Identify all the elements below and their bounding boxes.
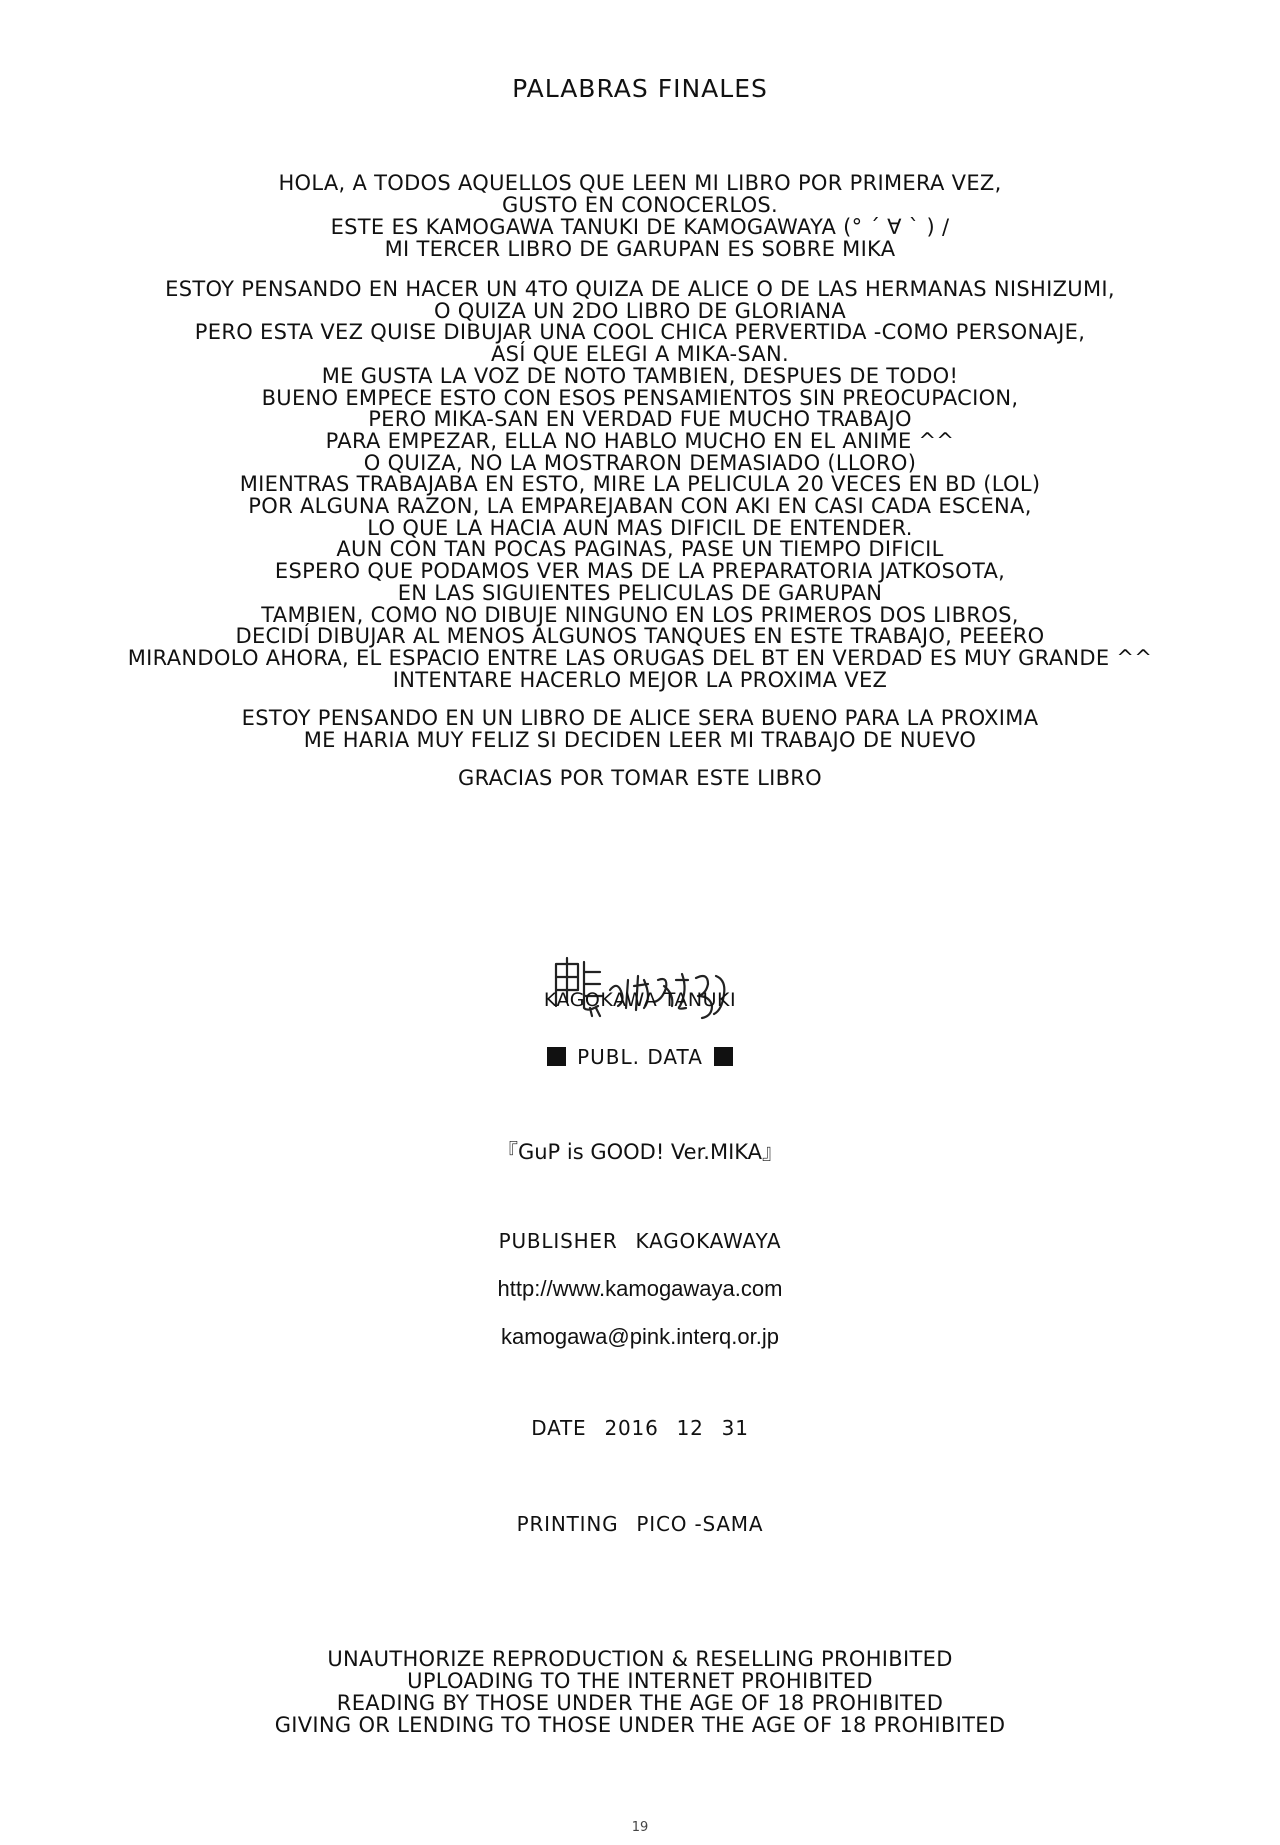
date-label: DATE (531, 1416, 587, 1440)
date-month: 12 (676, 1416, 704, 1440)
date-year: 2016 (604, 1416, 659, 1440)
legal-line: READING BY THOSE UNDER THE AGE OF 18 PROHIBITED (336, 1691, 944, 1715)
text-line: MIENTRAS TRABAJABA EN ESTO, MIRE LA PELICULA 20 VECES EN BD (LOL) (239, 472, 1041, 497)
text-line: ASÍ QUE ELEGI A MIKA-SAN. (491, 342, 789, 367)
contact-email: kamogawa@pink.interq.or.jp (501, 1324, 779, 1349)
text-line: INTENTARE HACERLO MEJOR LA PROXIMA VEZ (392, 667, 888, 692)
text-line: BUENO EMPECE ESTO CON ESOS PENSAMIENTOS SIN PREOCUPACION, (261, 385, 1019, 410)
text-line: PARA EMPEZAR, ELLA NO HABLO MUCHO EN EL ANIME ^^ (325, 428, 955, 453)
text-line: ME HARIA MUY FELIZ SI DECIDEN LEER MI TRABAJO DE NUEVO (303, 728, 977, 752)
text-line: MIRANDOLO AHORA, EL ESPACIO ENTRE LAS ORUGAS DEL BT EN VERDAD ES MUY GRANDE ^^ (127, 645, 1153, 670)
date-row (0, 1416, 1280, 1440)
text-line: LO QUE LA HACIA AUN MAS DIFICIL DE ENTENDER. (367, 515, 913, 540)
text-line: EN LAS SIGUIENTES PELICULAS DE GARUPAN (397, 580, 883, 605)
legal-line: GIVING OR LENDING TO THOSE UNDER THE AGE OF 18 PROHIBITED (274, 1713, 1006, 1737)
author-name: KAGOKAWA TANUKI (543, 989, 737, 1011)
printing-value: PICO -SAMA (636, 1512, 764, 1536)
text-line: HOLA, A TODOS AQUELLOS QUE LEEN MI LIBRO POR PRIMERA VEZ, (278, 171, 1002, 195)
square-bullet-icon (547, 1047, 566, 1066)
printing-row (0, 1512, 1280, 1536)
text-line: ME GUSTA LA VOZ DE NOTO TAMBIEN, DESPUES DE TODO! (321, 363, 959, 388)
page-title: PALABRAS FINALES (512, 74, 768, 103)
text-line: GUSTO EN CONOCERLOS. (501, 193, 779, 217)
text-line: ESTE ES KAMOGAWA TANUKI DE KAMOGAWAYA (° ´ ∀ ` ) / (330, 215, 950, 239)
date-day: 31 (721, 1416, 749, 1440)
closing-line: GRACIAS POR TOMAR ESTE LIBRO (458, 766, 822, 790)
publisher-row (0, 1229, 1280, 1253)
text-line: ESTOY PENSANDO EN UN LIBRO DE ALICE SERA BUENO PARA LA PROXIMA (241, 706, 1039, 730)
paragraph-next-book (0, 707, 1280, 751)
publisher-value: KAGOKAWAYA (635, 1229, 782, 1253)
text-line: PERO ESTA VEZ QUISE DIBUJAR UNA COOL CHICA PERVERTIDA -COMO PERSONAJE, (194, 320, 1086, 345)
square-bullet-icon (714, 1047, 733, 1066)
text-line: TAMBIEN, COMO NO DIBUJE NINGUNO EN LOS PRIMEROS DOS LIBROS, (261, 602, 1019, 627)
publisher-label: PUBLISHER (498, 1229, 618, 1253)
page-number: 19 (631, 1820, 649, 1835)
legal-line: UPLOADING TO THE INTERNET PROHIBITED (407, 1669, 873, 1693)
book-title: 『GuP is GOOD! Ver.MIKA』 (496, 1140, 784, 1164)
legal-line: UNAUTHORIZE REPRODUCTION & RESELLING PROHIBITED (327, 1647, 953, 1671)
text-line: O QUIZA UN 2DO LIBRO DE GLORIANA (433, 298, 846, 323)
text-line: MI TERCER LIBRO DE GARUPAN ES SOBRE MIKA (384, 237, 896, 261)
website-url: http://www.kamogawaya.com (497, 1276, 783, 1301)
text-line: ESTOY PENSANDO EN HACER UN 4TO QUIZA DE ALICE O DE LAS HERMANAS NISHIZUMI, (165, 277, 1115, 301)
printing-label: PRINTING (516, 1512, 619, 1536)
paragraph-greeting (0, 172, 1280, 260)
text-line: AUN CON TAN POCAS PAGINAS, PASE UN TIEMPO DIFICIL (336, 537, 944, 562)
publ-data-label: PUBL. DATA (577, 1045, 703, 1069)
text-line: POR ALGUNA RAZON, LA EMPAREJABAN CON AKI EN CASI CADA ESCENA, (248, 494, 1032, 519)
publ-data-heading (0, 1045, 1280, 1069)
text-line: PERO MIKA-SAN EN VERDAD FUE MUCHO TRABAJO (368, 407, 912, 432)
text-line: O QUIZA, NO LA MOSTRARON DEMASIADO (LLORO) (363, 450, 917, 475)
paragraph-main (0, 279, 1280, 691)
text-line: DECIDÍ DIBUJAR AL MENOS ALGUNOS TANQUES EN ESTE TRABAJO, PEEERO (235, 624, 1045, 649)
text-line: ESPERO QUE PODAMOS VER MAS DE LA PREPARATORIA JATKOSOTA, (274, 559, 1006, 584)
legal-notice (0, 1648, 1280, 1736)
